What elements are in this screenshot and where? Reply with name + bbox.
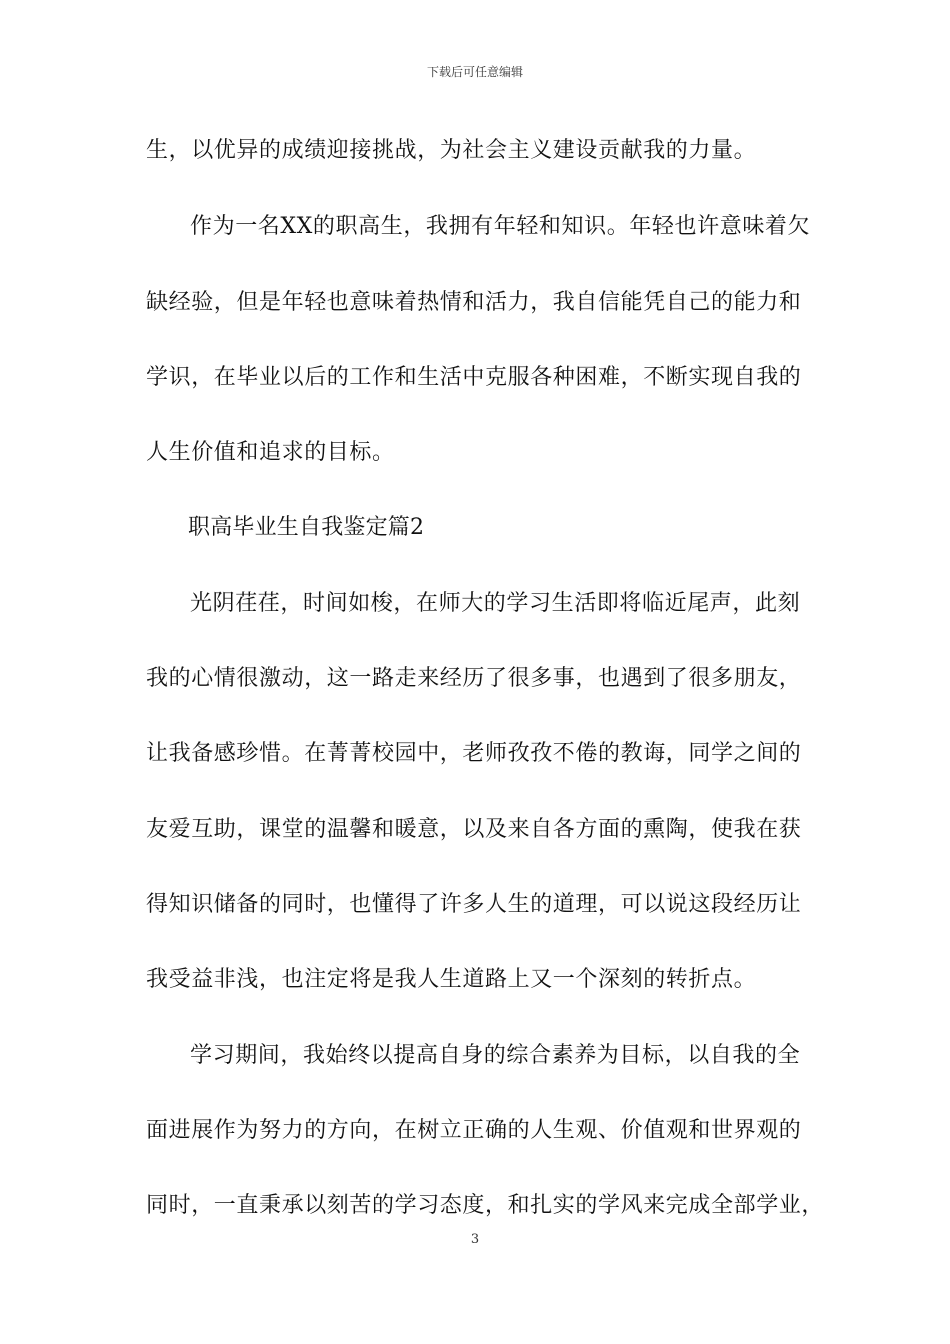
- text-line: 缺经验，但是年轻也意味着热情和活力，我自信能凭自己的能力和: [146, 290, 802, 315]
- text-line: 友爱互助，课堂的温馨和暖意，以及来自各方面的熏陶，使我在获: [146, 817, 802, 842]
- text-line: 同时，一直秉承以刻苦的学习态度，和扎实的学风来完成全部学业，: [146, 1193, 825, 1218]
- section-heading: 职高毕业生自我鉴定篇2: [188, 515, 425, 540]
- page-number: 3: [470, 1232, 480, 1247]
- text-line: 生，以优异的成绩迎接挑战，为社会主义建设贡献我的力量。: [146, 138, 757, 163]
- paragraph-start-line: 学习期间，我始终以提高自身的综合素养为目标，以自我的全: [190, 1043, 801, 1068]
- paragraph-start-line: 作为一名XX的职高生，我拥有年轻和知识。年轻也许意味着欠: [190, 214, 811, 239]
- text-line: 得知识储备的同时，也懂得了许多人生的道理，可以说这段经历让: [146, 892, 802, 917]
- text-line: 学识，在毕业以后的工作和生活中克服各种困难，不断实现自我的: [146, 365, 802, 390]
- text-line: 人生价值和追求的目标。: [146, 440, 395, 465]
- text-line: 我的心情很激动，这一路走来经历了很多事，也遇到了很多朋友，: [146, 666, 802, 691]
- text-line: 面进展作为努力的方向，在树立正确的人生观、价值观和世界观的: [146, 1118, 802, 1143]
- text-line: 我受益非浅，也注定将是我人生道路上又一个深刻的转折点。: [146, 967, 757, 992]
- page-header: 下载后可任意编辑: [426, 65, 523, 79]
- text-line: 让我备感珍惜。在菁菁校园中，老师孜孜不倦的教诲，同学之间的: [146, 741, 802, 766]
- paragraph-start-line: 光阴荏荏，时间如梭，在师大的学习生活即将临近尾声，此刻: [190, 591, 801, 616]
